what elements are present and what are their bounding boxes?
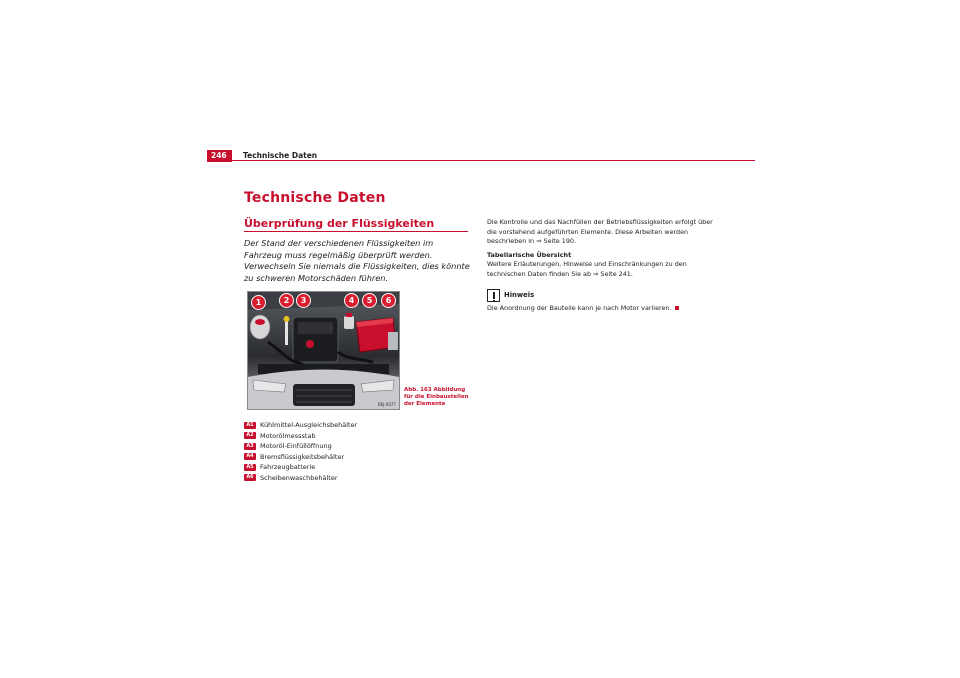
legend-item: [244, 420, 357, 431]
legend-item: [244, 452, 357, 463]
section-intro: Der Stand der verschiedenen Flüssigkeiten im Fahrzeug muss regelmäßig überprüft werden. Verwechseln Sie niemals die Flüssigkeiten, dies könnte zu schweren Motorschäden führen.: [244, 238, 470, 283]
section-title-rule: [244, 231, 468, 232]
legend-text: Scheibenwaschbehälter: [260, 473, 338, 482]
section-end-icon: [675, 306, 679, 310]
legend-text: Bremsflüssigkeitsbehälter: [260, 452, 345, 461]
figure-caption: Abb. 163 Abbildung für die Einbaustellen der Elemente: [404, 387, 469, 407]
legend-badge: A3: [244, 443, 256, 450]
callout-4: 4: [344, 293, 359, 308]
legend-text: Fahrzeugbatterie: [260, 463, 316, 472]
legend-item: [244, 431, 357, 442]
legend-item: [244, 473, 357, 484]
callout-1: 1: [251, 295, 266, 310]
note-title: Hinweis: [504, 290, 535, 299]
chapter-title: Technische Daten: [244, 190, 386, 206]
legend-badge: A5: [244, 464, 256, 471]
legend-text: Motoröl-Einfüllöffnung: [260, 442, 332, 451]
callout-5: 5: [362, 293, 377, 308]
engine-bay-illustration: [248, 292, 399, 409]
legend-badge: A1: [244, 422, 256, 429]
subheading: Tabellarische Übersicht: [487, 250, 572, 259]
info-note-icon: [487, 289, 500, 302]
legend-text: Motorölmessstab: [260, 431, 316, 440]
legend-badge: A4: [244, 453, 256, 460]
note-paragraph: [487, 304, 717, 314]
table-paragraph: Weitere Erläuterungen, Hinweise und Einschränkungen zu den technischen Daten finden Sie ab ⇒ Seite 241.: [487, 260, 687, 278]
header-rule: [207, 160, 755, 161]
right-column: [487, 218, 717, 318]
engine-bay-figure: [247, 291, 400, 410]
intro-paragraph: Die Kontrolle und das Nachfüllen der Betriebsflüssigkeiten erfolgt über die vorstehend aufgeführten Elemente. Diese Arbeiten werden beschrieben in ⇒ Seite 190.: [487, 218, 713, 245]
callout-6: 6: [381, 293, 396, 308]
legend-badge: A2: [244, 432, 256, 439]
section-title: Überprüfung der Flüssigkeiten: [244, 217, 435, 230]
legend-badge: A6: [244, 474, 256, 481]
legend-text: Kühlmittel-Ausgleichsbehälter: [260, 421, 358, 430]
running-header-title: Technische Daten: [243, 151, 318, 160]
note-text: Die Anordnung der Bauteile kann je nach Motor variieren.: [487, 304, 672, 312]
page-number: 246: [211, 151, 227, 160]
callout-3: 3: [296, 293, 311, 308]
legend-item: [244, 462, 357, 473]
note-header: [487, 289, 717, 302]
component-legend: [244, 420, 357, 483]
legend-item: [244, 441, 357, 452]
callout-2: 2: [279, 293, 294, 308]
figure-code: B6J-0077: [378, 402, 396, 407]
